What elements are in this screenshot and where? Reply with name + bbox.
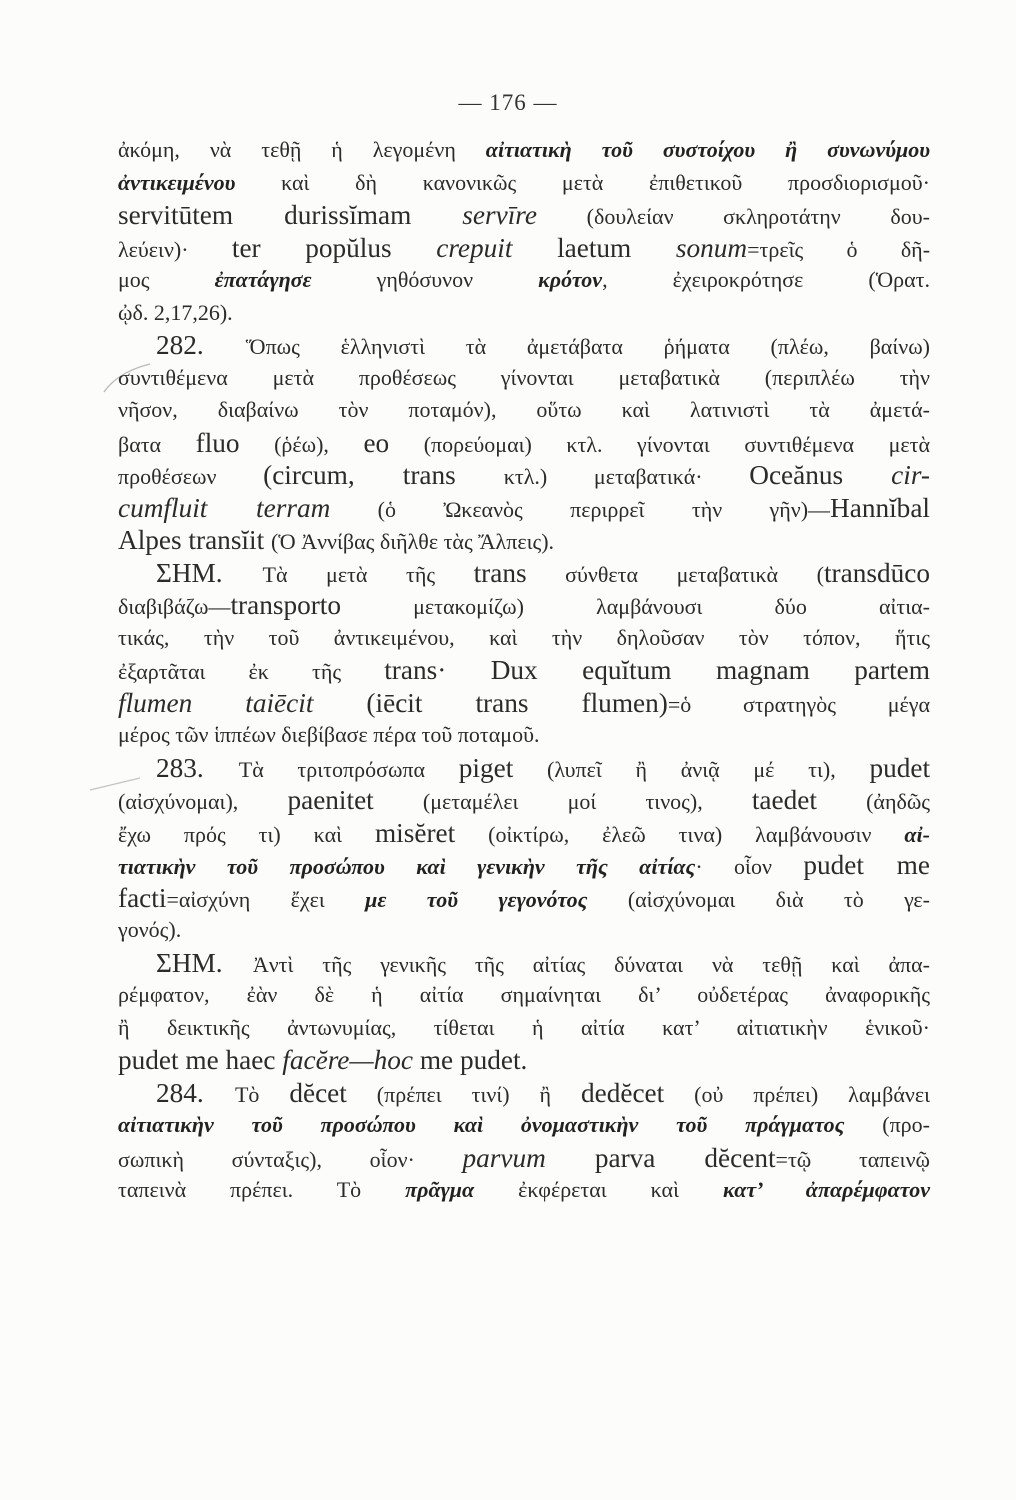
- text-run: αἰτιατικὴ τοῦ συστοίχου ἢ συνωνύμου: [485, 137, 930, 162]
- text-run: μέρος τῶν ἱππέων διεβίβασε πέρα τοῦ ποταμοῦ.: [118, 722, 540, 747]
- text-line: [118, 654, 930, 687]
- text-run: συντιθέμενα μετὰ προθέσεως γίνονται μεταβατικὰ (περιπλέω τὴν: [118, 364, 930, 390]
- text-run: trans· Dux equĭtum magnam partem: [384, 655, 930, 685]
- text-line: [118, 1077, 930, 1110]
- text-line: [118, 687, 930, 720]
- text-run: Hannĭbal: [830, 492, 930, 523]
- text-run: =τρεῖς ὁ δῆ-: [747, 236, 931, 262]
- text-run: · οἷον: [695, 854, 804, 879]
- text-line: [118, 622, 930, 655]
- text-line: [118, 492, 930, 525]
- text-run: facti: [118, 882, 167, 913]
- text-run: (ῥέω),: [239, 431, 364, 457]
- text-run: (iēcit trans flumen): [313, 687, 668, 718]
- text-run: flumen taiēcit: [118, 687, 314, 718]
- text-line: [118, 329, 930, 362]
- text-run: piget: [458, 752, 514, 783]
- text-run: μετακομίζω) λαμβάνουσι δύο αἰτια-: [341, 594, 930, 619]
- text-run: crepuit: [436, 232, 513, 263]
- paragraph: [118, 557, 930, 752]
- text-run: ΣΗΜ.: [156, 557, 263, 588]
- text-run: Ἀντὶ τῆς γενικῆς τῆς αἰτίας δύναται νὰ τεθῇ καὶ ἀπα-: [252, 951, 930, 977]
- text-line: [118, 719, 930, 752]
- paragraph: [118, 134, 930, 329]
- text-run: κατ’ ἀπαρέμφατον: [722, 1177, 930, 1202]
- text-run: ter popŭlus: [231, 232, 437, 263]
- paragraph: [118, 752, 930, 947]
- text-run: Τὸ: [234, 1081, 290, 1107]
- text-run: ἀντικειμένου: [118, 169, 236, 195]
- text-run: 283.: [156, 752, 239, 783]
- text-line: [118, 947, 930, 980]
- text-line: [118, 459, 930, 492]
- text-run: pudet me: [803, 850, 930, 880]
- text-run: (οἰκτίρω, ἐλεῶ τινα) λαμβάνουσιν: [455, 821, 905, 847]
- text-run: κτλ.) μεταβατικά·: [503, 464, 750, 489]
- text-run: Τὰ μετὰ τῆς: [262, 561, 474, 587]
- paragraph: [118, 947, 930, 1077]
- paragraph: [118, 1077, 930, 1207]
- text-run: (μεταμέλει μοί τινος),: [373, 789, 752, 814]
- text-run: misĕret: [374, 817, 456, 848]
- text-run: γηθόσυνον: [311, 267, 539, 292]
- text-run: βατα: [118, 431, 196, 457]
- text-line: [118, 1142, 930, 1175]
- text-run: laetum: [512, 232, 676, 263]
- text-run: ἐπατάγησε: [214, 267, 312, 292]
- text-run: =αἰσχύνη ἔχει: [166, 886, 366, 912]
- text-line: [118, 882, 930, 915]
- text-run: servitūtem durissĭmam: [118, 200, 463, 230]
- text-line: [118, 362, 930, 395]
- text-run: (πρέπει τινί) ἢ: [346, 1081, 581, 1107]
- text-line: [118, 849, 930, 882]
- text-run: (οὐ πρέπει) λαμβάνει: [664, 1081, 930, 1107]
- text-run: ἐξαρτᾶται ἐκ τῆς: [118, 659, 385, 684]
- page-body: [118, 134, 930, 1207]
- text-run: Ὅπως ἑλληνιστὶ τὰ ἀμετάβατα ῥήματα (πλέω, βαίνω): [245, 334, 931, 359]
- text-run: καὶ δὴ κανονικῶς μετὰ ἐπιθετικοῦ προσδιορισμοῦ·: [235, 169, 930, 195]
- text-run: ἔχω πρός τι) καὶ: [118, 821, 375, 847]
- text-line: [118, 914, 930, 947]
- text-run: , ἐχειροκρότησε (Ὁρατ.: [602, 267, 930, 292]
- text-run: cir-: [891, 460, 930, 490]
- text-line: [118, 232, 930, 265]
- text-run: λεύειν)·: [118, 236, 232, 262]
- paragraph: [118, 329, 930, 557]
- text-run: cumfluit terram: [118, 492, 331, 523]
- text-line: [118, 297, 930, 330]
- text-run: μος: [118, 267, 215, 292]
- text-line: [118, 752, 930, 785]
- text-run: sonum: [675, 232, 748, 263]
- text-line: [118, 134, 930, 167]
- text-line: [118, 394, 930, 427]
- text-run: facĕre—hoc: [282, 1045, 414, 1075]
- text-run: με τοῦ γεγονότος: [365, 886, 588, 912]
- text-line: [118, 1174, 930, 1207]
- text-line: [118, 199, 930, 232]
- text-run: (Ὁ Ἀννίβας διῆλθε τὰς Ἄλπεις).: [270, 529, 555, 554]
- text-run: Τὰ τριτοπρόσωπα: [238, 756, 459, 782]
- text-run: προθέσεων: [118, 464, 264, 489]
- text-run: taedet: [751, 785, 817, 815]
- text-run: ταπεινὰ πρέπει. Τὸ: [118, 1177, 406, 1202]
- text-line: [118, 1109, 930, 1142]
- text-run: αἰτιατικὴν τοῦ προσώπου καὶ ὀνομαστικὴν τοῦ πράγματος: [118, 1112, 845, 1137]
- text-line: [118, 979, 930, 1012]
- text-run: pudet me haec: [118, 1045, 283, 1075]
- text-run: paenitet: [287, 785, 374, 815]
- text-run: =ὁ στρατηγὸς μέγα: [667, 691, 930, 717]
- text-run: dĕcet: [289, 1077, 347, 1108]
- text-run: parva dĕcent: [545, 1142, 776, 1173]
- text-run: διαβιβάζω—: [118, 594, 231, 619]
- text-run: servīre: [462, 200, 537, 230]
- text-run: (δουλείαν σκληροτάτην δου-: [536, 204, 930, 229]
- text-run: me pudet.: [413, 1045, 528, 1075]
- text-run: dedĕcet: [580, 1077, 665, 1108]
- text-run: (ἀηδῶς: [816, 789, 931, 814]
- text-line: [118, 1012, 930, 1045]
- text-run: (αἰσχύνομαι διὰ τὸ γε-: [587, 886, 930, 912]
- text-run: τικάς, τὴν τοῦ ἀντικειμένου, καὶ τὴν δηλοῦσαν τὸν τόπον, ἥτις: [118, 624, 930, 650]
- text-run: 284.: [156, 1077, 235, 1108]
- text-run: τιατικὴν τοῦ προσώπου καὶ γενικὴν τῆς αἰτίας: [118, 854, 696, 879]
- text-line: [118, 557, 930, 590]
- text-run: αἰ-: [904, 821, 930, 847]
- text-line: [118, 1044, 930, 1077]
- text-run: pudet: [869, 752, 931, 783]
- text-run: fluo: [195, 427, 240, 458]
- text-run: πρᾶγμα: [405, 1177, 475, 1202]
- text-line: [118, 427, 930, 460]
- text-run: ἢ δεικτικῆς ἀντωνυμίας, τίθεται ἡ αἰτία κατ’ αἰτιατικὴν ἑνικοῦ·: [118, 1014, 930, 1040]
- text-run: trans: [473, 557, 527, 588]
- text-line: [118, 524, 930, 557]
- text-run: ἐκφέρεται καὶ: [474, 1177, 723, 1202]
- text-run: γονός).: [118, 917, 182, 942]
- page-number: — 176 —: [458, 90, 558, 115]
- text-run: (προ-: [844, 1112, 930, 1137]
- text-run: (λυπεῖ ἢ ἀνιᾷ μέ τι),: [513, 756, 870, 782]
- text-run: ἀκόμη, νὰ τεθῇ ἡ λεγομένη: [118, 137, 486, 162]
- text-run: (ὁ Ὠκεανὸς περιρρεῖ τὴν γῆν)—: [330, 496, 831, 522]
- text-run: eo: [363, 427, 390, 458]
- text-run: νῆσον, διαβαίνω τὸν ποταμόν), οὕτω καὶ λατινιστὶ τὰ ἀμετά-: [118, 397, 930, 422]
- text-run: Oceănus: [749, 460, 892, 490]
- text-run: transdūco: [823, 557, 930, 588]
- text-run: κρότον: [538, 267, 603, 292]
- text-line: [118, 167, 930, 200]
- text-run: ΣΗΜ.: [156, 947, 253, 978]
- text-run: σύνθετα μεταβατικὰ (: [526, 561, 824, 587]
- text-run: (circum, trans: [263, 460, 504, 490]
- text-run: parvum: [462, 1142, 546, 1173]
- text-line: [118, 589, 930, 622]
- text-run: (πορεύομαι) κτλ. γίνονται συντιθέμενα μετὰ: [389, 431, 930, 457]
- text-run: (αἰσχύνομαι),: [118, 789, 288, 814]
- text-run: σωπικὴ σύνταξις), οἷον·: [118, 1146, 463, 1172]
- text-run: ᾠδ. 2,17,26).: [118, 299, 233, 325]
- text-run: 282.: [156, 330, 246, 360]
- text-line: [118, 264, 930, 297]
- text-line: [118, 784, 930, 817]
- text-run: ρέμφατον, ἐὰν δὲ ἡ αἰτία σημαίνηται δι’ οὐδετέρας ἀναφορικῆς: [118, 982, 930, 1007]
- text-run: transporto: [230, 590, 342, 620]
- text-line: [118, 817, 930, 850]
- text-run: Alpes transĭit: [118, 525, 271, 555]
- text-run: =τῷ ταπεινῷ: [775, 1146, 930, 1172]
